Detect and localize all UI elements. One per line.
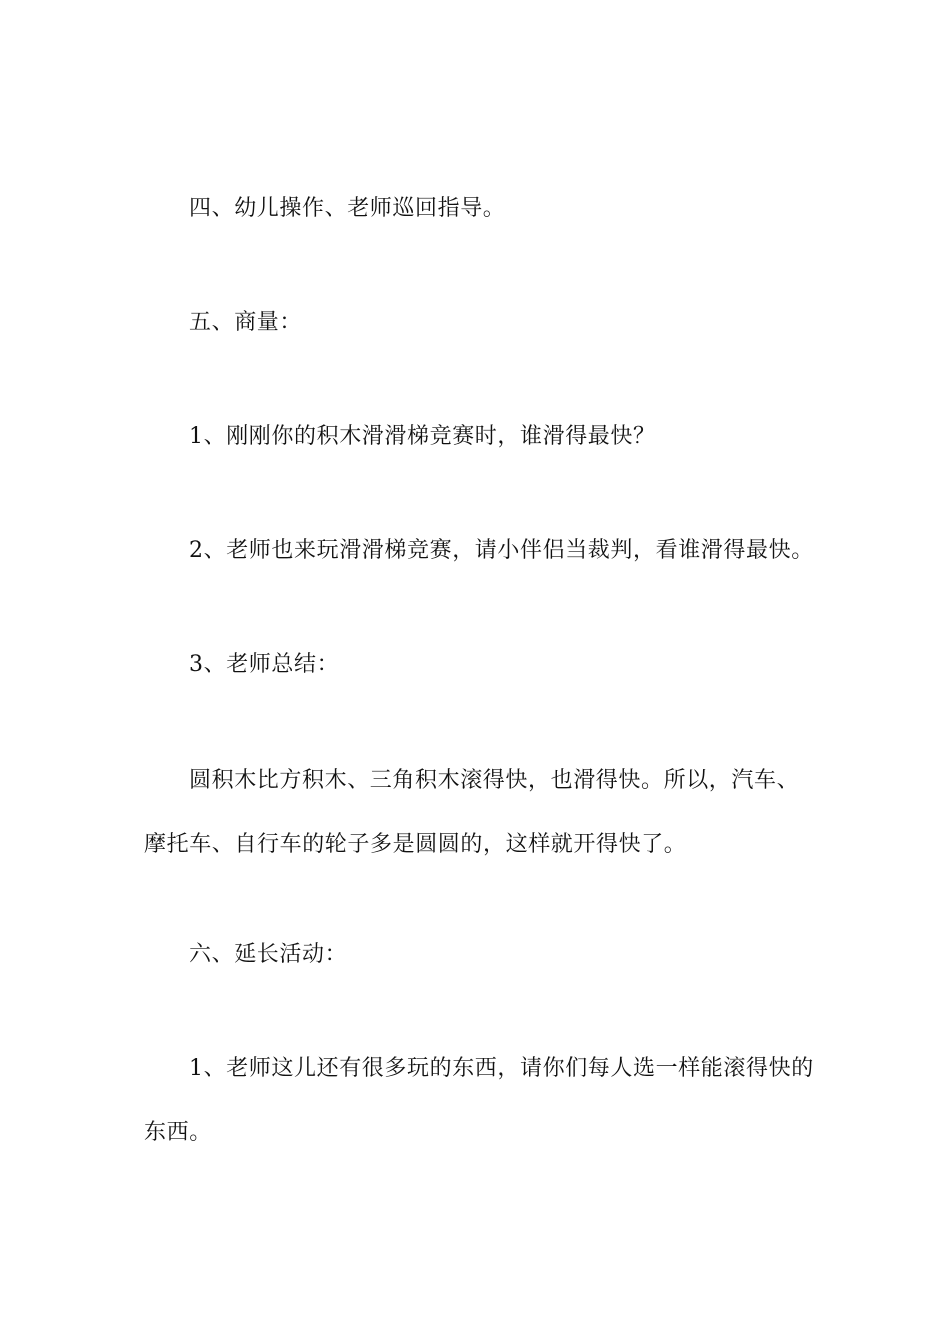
teacher-summary-heading: 3、老师总结：	[189, 652, 340, 677]
discussion-item-2: 2、老师也来玩滑滑梯竞赛，请小伴侣当裁判，看谁滑得最快。	[189, 538, 814, 563]
summary-paragraph: 圆积木比方积木、三角积木滚得快，也滑得快。所以，汽车、摩托车、自行车的轮子多是圆圆的，这样就开得快了。	[144, 768, 800, 857]
section-four-heading: 四、幼儿操作、老师巡回指导。	[189, 196, 506, 221]
discussion-item-1: 1、刚刚你的积木滑滑梯竞赛时，谁滑得最快？	[189, 424, 656, 449]
section-five-heading: 五、商量：	[189, 310, 303, 335]
section-six-heading: 六、延长活动：	[189, 942, 348, 967]
extension-item-1: 1、老师这儿还有很多玩的东西，请你们每人选一样能滚得快的东西。	[144, 1056, 814, 1145]
